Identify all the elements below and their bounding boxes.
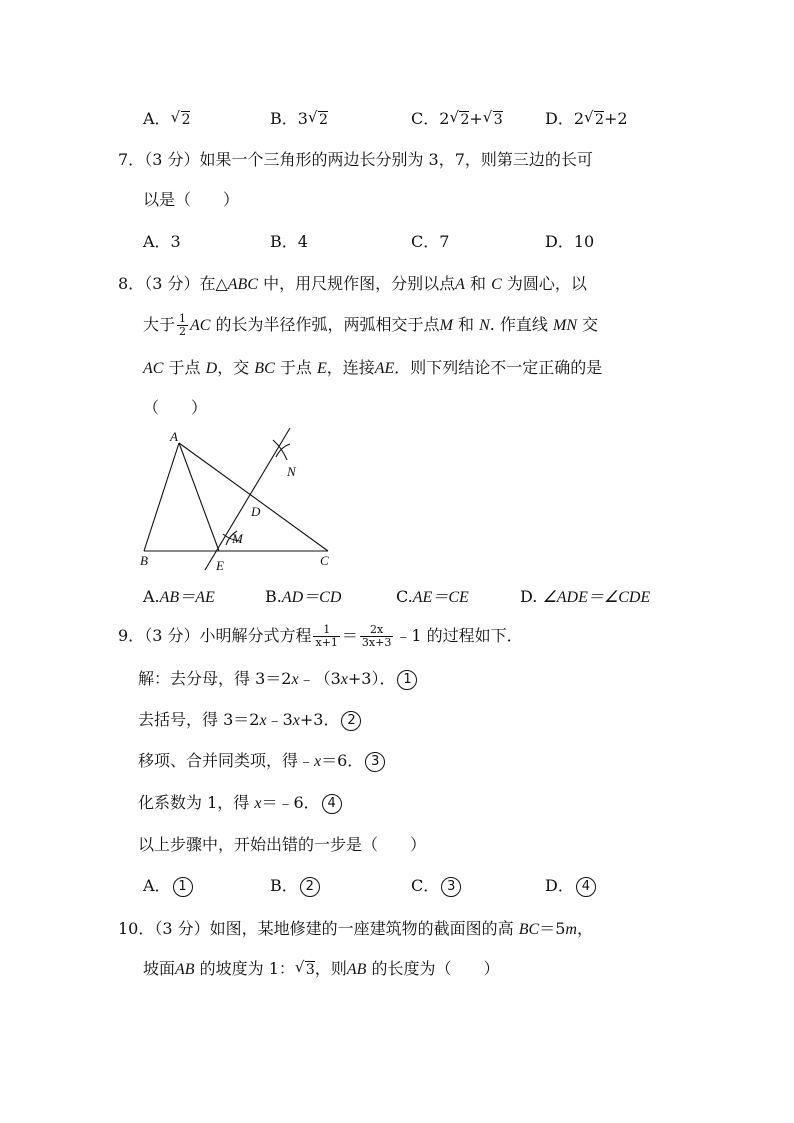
q9-option-c: C． 3 [411,876,461,897]
circled-number: 2 [341,711,361,731]
fraction-2: $\frac{2x}{3x+3}$ [361,623,392,649]
q8-option-a: A.AB＝AE [143,587,215,606]
q6-option-a: A． √ 2 [143,108,191,128]
q7-option-b: B．4 [270,232,308,251]
q6-option-b: B．3 √ 2 [270,108,328,128]
q9-step-4: 化系数为 1，得 x＝﹣6． 4 [138,793,342,814]
q7-stem-line2: 以是（ ） [143,190,240,209]
label-b: B [140,553,148,568]
q9-option-a: A． 1 [143,876,193,897]
circled-number: 3 [365,752,385,772]
q8-option-b: B.AD＝CD [265,587,342,606]
q7-option-c: C．7 [411,232,450,251]
circled-number: 3 [441,877,461,897]
q8-stem-line4: （ ） [143,398,208,417]
q8-triangle-figure [130,410,350,580]
label-c: C [320,553,329,568]
label-m: M [232,531,243,546]
circled-number: 4 [322,794,342,814]
q6-option-d: D．2 √ 2+2 [545,108,628,128]
label-n: N [287,464,296,479]
q8-stem-line1: 8．（3 分）在△ABC 中，用尺规作图，分别以点A 和 C 为圆心，以 [118,274,587,293]
q8-stem-line2: 大于 $\frac{1}{2}$ AC 的长为半径作弧，两弧相交于点M 和 N. 作直线 MN 交 [143,312,599,338]
q10-stem-line1: 10．（3 分）如图，某地修建的一座建筑物的截面图的高 BC＝5m， [118,919,593,938]
circled-number: 1 [397,670,417,690]
q8-stem-line3: AC 于点 D，交 BC 于点 E，连接AE．则下列结论不一定正确的是 [143,358,603,377]
circled-number: 4 [576,877,596,897]
circled-number: 2 [300,877,320,897]
line-mn [205,428,290,570]
q6-option-c: C．2 √ 2+ √ 3 [411,108,503,128]
q9-step-1: 解：去分母，得 3＝2x﹣（3x+3）． 1 [138,669,417,690]
q9-stem: 9．（3 分）小明解分式方程 $\frac{1}{x+1}$ ＝ $\frac{2x}{3x+3}$ ﹣1 的过程如下． [118,623,523,649]
q9-option-d: D． 4 [545,876,596,897]
label-e: E [216,558,224,573]
q10-stem-line2: 坡面AB 的坡度为 1： √ 3，则AB 的长度为（ ） [143,958,500,978]
q7-option-d: D．10 [545,232,595,251]
arc-n-1 [273,440,287,460]
label-a: A [170,429,178,444]
q7-option-a: A．3 [143,232,181,251]
q8-option-c: C.AE＝CE [396,587,469,606]
segment-ac [179,443,328,551]
q7-stem-line1: 7．（3 分）如果一个三角形的两边长分别为 3，7，则第三边的长可 [118,150,593,169]
fraction-half: $\frac{1}{2}$ [179,312,187,338]
label-d: D [251,504,261,519]
fraction-1: $\frac{1}{x+1}$ [315,623,338,649]
q8-option-d: D. ∠ADE＝∠CDE [520,587,651,606]
segment-ae [179,443,219,551]
q9-step-2: 去括号，得 3＝2x﹣3x+3． 2 [138,710,361,731]
circled-number: 1 [173,877,193,897]
q9-step-3: 移项、合并同类项，得﹣x＝6． 3 [138,751,385,772]
q9-conclusion: 以上步骤中，开始出错的一步是（ ） [138,835,427,854]
q9-option-b: B． 2 [270,876,320,897]
segment-ab [144,443,179,551]
